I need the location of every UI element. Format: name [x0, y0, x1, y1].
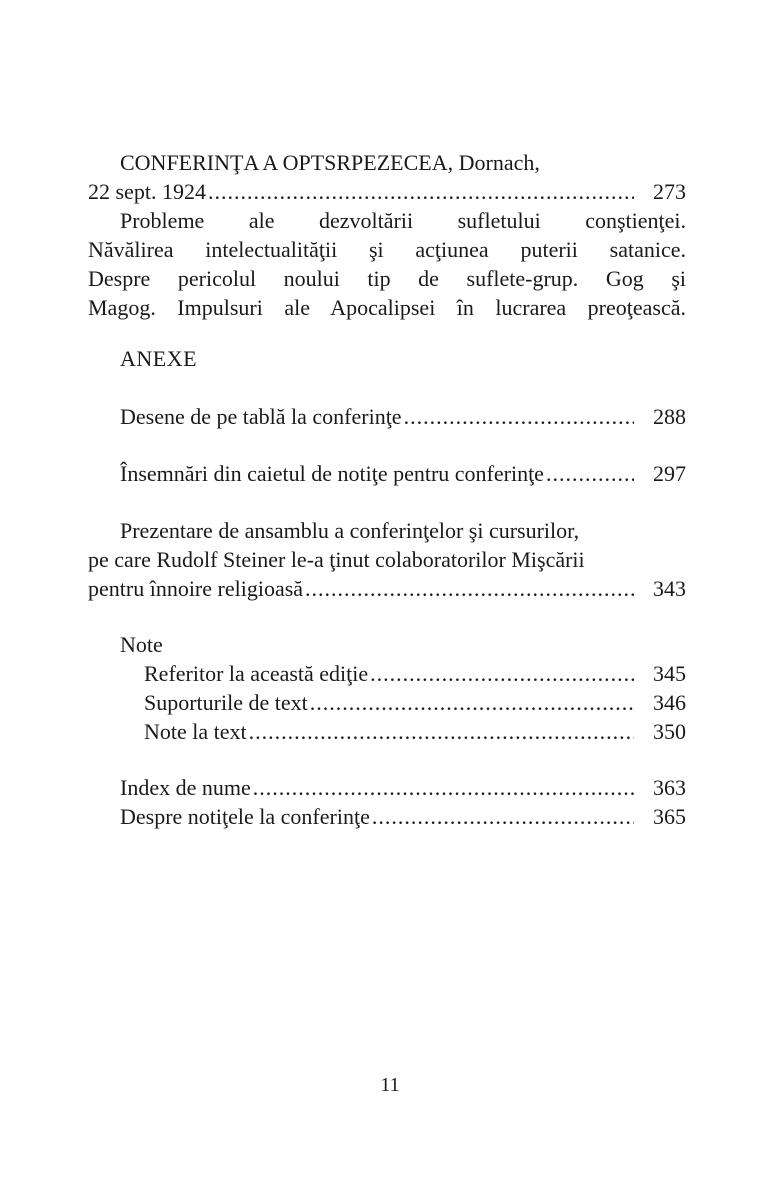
- leader-dots: [249, 717, 634, 746]
- notes-heading: Note: [120, 632, 163, 657]
- notes-item-label: Referitor la această ediţie: [144, 661, 369, 686]
- index-item-page: 365: [653, 804, 686, 829]
- board-drawings-entry: [88, 402, 686, 431]
- page-number: 11: [380, 1074, 400, 1096]
- index-item: [88, 773, 686, 802]
- lecture-18-summary-line: Năvălirea intelectualităţii şi acţiunea puterii satanice.: [88, 237, 686, 262]
- lecture-18-title: CONFERINŢA A OPTSRPEZECEA, Dornach,: [120, 150, 540, 175]
- notes-item: [88, 688, 686, 717]
- lecture-18-summary-line: Probleme ale dezvoltării sufletului conştienţei.: [120, 208, 686, 233]
- index-item: [88, 802, 686, 831]
- index-section: [88, 773, 686, 831]
- leader-dots: [310, 688, 634, 717]
- board-drawings-page: 288: [653, 404, 686, 429]
- lecture-18-summary-line: Despre pericolul noului tip de suflete-grup. Gog şi: [88, 266, 686, 291]
- notes-section: [88, 630, 686, 746]
- lecture-18-entry: [88, 148, 686, 322]
- lecture-18-date: 22 sept. 1924: [88, 179, 206, 204]
- board-drawings-label: Desene de pe tablă la conferinţe: [120, 404, 402, 429]
- overview-page: 343: [653, 576, 686, 601]
- index-item-page: 363: [653, 775, 686, 800]
- notebook-notes-page: 297: [653, 461, 686, 486]
- leader-dots: [253, 773, 634, 802]
- anexe-heading: ANEXE: [120, 346, 198, 371]
- index-item-label: Despre notiţele la conferinţe: [120, 804, 370, 829]
- notebook-notes-entry: [88, 459, 686, 488]
- notes-item-label: Suporturile de text: [144, 690, 308, 715]
- overview-line: pentru înnoire religioasă: [88, 576, 304, 601]
- notes-item: [88, 717, 686, 746]
- lecture-18-date-row: [88, 177, 686, 206]
- leader-dots: [208, 177, 634, 206]
- leader-dots: [404, 402, 634, 431]
- notes-item-label: Note la text: [144, 719, 247, 744]
- lecture-18-page: 273: [653, 179, 686, 204]
- notes-item-page: 346: [653, 690, 686, 715]
- overview-line: pe care Rudolf Steiner le-a ţinut colaboratorilor Mişcării: [88, 547, 585, 572]
- notes-item-page: 345: [653, 661, 686, 686]
- leader-dots: [305, 574, 634, 603]
- notes-item: [88, 659, 686, 688]
- leader-dots: [372, 802, 634, 831]
- notebook-notes-label: Însemnări din caietul de notiţe pentru conferinţe: [120, 461, 544, 486]
- leader-dots: [546, 459, 634, 488]
- lecture-18-summary-line: Magog. Impulsuri ale Apocalipsei în lucrarea preoţească.: [88, 295, 686, 320]
- leader-dots: [370, 659, 634, 688]
- notes-item-page: 350: [653, 719, 686, 744]
- overview-line: Prezentare de ansamblu a conferinţelor şi cursurilor,: [120, 518, 580, 543]
- overview-entry: [88, 516, 686, 603]
- index-item-label: Index de nume: [120, 775, 251, 800]
